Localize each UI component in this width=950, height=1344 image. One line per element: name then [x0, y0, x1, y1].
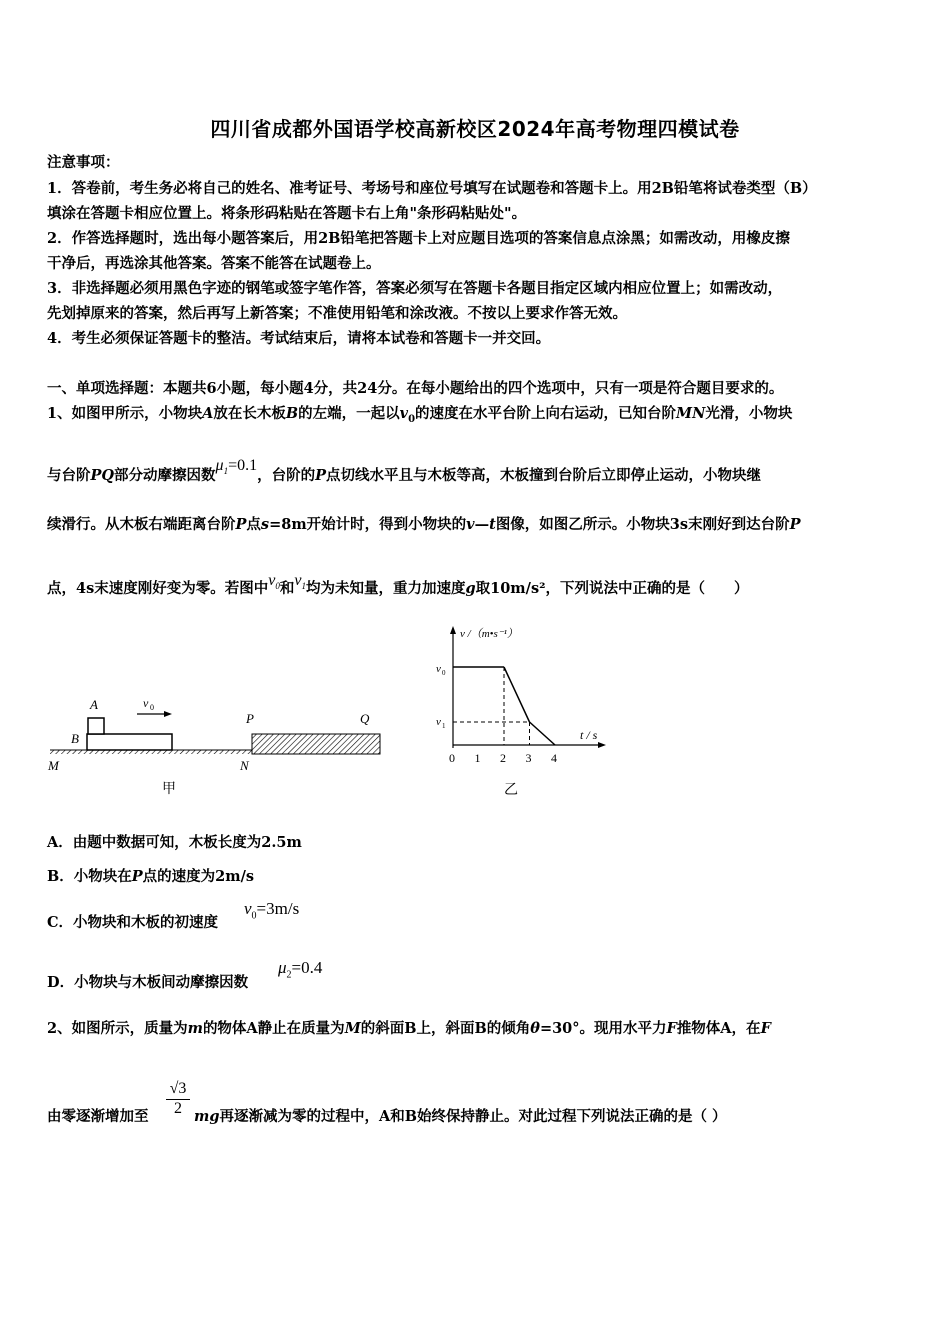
- x-tick-label: 1: [474, 751, 481, 765]
- label-n: N: [240, 758, 249, 773]
- option-d-formula: $\mu_2=0.4$: [278, 958, 323, 981]
- v0-label: v: [436, 663, 441, 675]
- x-axis-label: t / s: [580, 728, 598, 742]
- y-axis-arrow-icon: [450, 626, 456, 634]
- vt-series-segment: [504, 667, 530, 722]
- q1-option-a: A．由题中数据可知，木板长度为2.5m: [47, 834, 302, 851]
- label-v: v: [143, 696, 149, 710]
- fraction-denominator: 2: [174, 1100, 182, 1117]
- q1-line-3: 续滑行。从木板右端距离台阶P点s=8m开始计时，得到小物块的v—t图像，如图乙所示。小物块3s末刚好到达台阶P: [47, 516, 801, 533]
- caption-jia: 甲: [162, 782, 176, 797]
- v0-label-sub: 0: [442, 669, 446, 677]
- caption-yi: 乙: [504, 783, 518, 798]
- q1-option-d: D．小物块与木板间动摩擦因数: [47, 974, 249, 991]
- x-tick-label: 0: [449, 751, 455, 765]
- y-axis-label: v /（m•s⁻¹）: [460, 628, 518, 640]
- x-tick-labels: [449, 751, 557, 765]
- label-q: Q: [360, 711, 370, 726]
- q2-line-1: 2、如图所示，质量为m的物体A静止在质量为M的斜面B上，斜面B的倾角θ=30°。现用水平力F推物体A，在F: [47, 1020, 771, 1037]
- step-pq: [252, 734, 380, 754]
- notice-line: 1．答卷前，考生务必将自己的姓名、准考证号、考场号和座位号填写在试题卷和答题卡上。用2B铅笔将试卷类型（B）: [47, 180, 817, 197]
- figure-yi-vt-graph: [430, 618, 620, 800]
- q1-line-2: 与台阶PQ部分动摩擦因数$\mu_1=0.1$，台阶的P点切线水平且与木板等高，木板撞到台阶后立即停止运动，小物块继: [47, 457, 762, 484]
- x-tick-label: 2: [500, 751, 506, 765]
- q1-option-c: C．小物块和木板的初速度: [47, 914, 219, 931]
- label-v-sub: 0: [150, 703, 154, 712]
- notice-heading: 注意事项：: [47, 154, 120, 171]
- option-c-formula: $v_0=3m/s$: [244, 899, 300, 922]
- x-tick-label: 4: [551, 751, 557, 765]
- notice-line: 先划掉原来的答案，然后再写上新答案；不准使用铅笔和涂改液。不按以上要求作答无效。: [47, 305, 627, 322]
- notice-line: 4．考生必须保证答题卡的整洁。考试结束后，请将本试卷和答题卡一并交回。: [47, 330, 551, 347]
- notice-line: 填涂在答题卡相应位置上。将条形码粘贴在答题卡右上角"条形码粘贴处"。: [47, 205, 527, 222]
- x-axis-arrow-icon: [598, 742, 606, 748]
- label-b: B: [71, 731, 79, 746]
- v1-label-sub: 1: [442, 722, 446, 730]
- q1-option-b: B．小物块在P点的速度为2m/s: [47, 868, 255, 885]
- notice-line: 2．作答选择题时，选出每小题答案后，用2B铅笔把答题卡上对应题目选项的答案信息点涂黑；如需改动，用橡皮擦: [47, 230, 790, 247]
- vt-series-segment: [530, 722, 556, 745]
- label-a: A: [90, 697, 98, 712]
- q2-line-2-rest: mg再逐渐减为零的过程中，A和B始终保持静止。对此过程下列说法正确的是（ ）: [194, 1108, 727, 1125]
- q1-line-4: 点，4s末速度刚好变为零。若图中$v_0$和$v_1$均为未知量，重力加速度g取10m/s²，下列说法中正确的是（ ）: [47, 572, 749, 597]
- mu1-formula: $\mu_1=0.1$: [215, 457, 258, 477]
- q1-line-1: 1、如图甲所示，小物块A放在长木板B的左端，一起以$v_0$的速度在水平台阶上向右运动，已知台阶MN光滑，小物块: [47, 405, 793, 425]
- board-b: [87, 734, 172, 750]
- arrow-head-icon: [164, 711, 172, 717]
- block-a: [88, 718, 104, 734]
- notice-line: 干净后，再选涂其他答案。答案不能答在试题卷上。: [47, 255, 381, 272]
- v1-label: v: [436, 716, 441, 728]
- fraction-numerator: √3: [166, 1080, 190, 1100]
- figure-jia: [40, 690, 390, 800]
- page-title: 四川省成都外国语学校高新校区2024年高考物理四模试卷: [210, 117, 740, 141]
- q2-line-2: 由零逐渐增加至: [47, 1108, 149, 1125]
- label-m: M: [48, 758, 59, 773]
- x-tick-label: 3: [525, 751, 532, 765]
- fraction-sqrt3-over-2: [166, 1080, 190, 1118]
- vt-series-group: [453, 667, 555, 745]
- section-heading: 一、单项选择题：本题共6小题，每小题4分，共24分。在每小题给出的四个选项中，只有一项是符合题目要求的。: [47, 380, 784, 397]
- label-p: P: [246, 711, 254, 726]
- notice-line: 3．非选择题必须用黑色字迹的钢笔或签字笔作答，答案必须写在答题卡各题目指定区域内相应位置上；如需改动，: [47, 280, 783, 297]
- v1-symbol: $v_1$: [294, 572, 306, 592]
- v0-symbol: $v_0$: [268, 572, 280, 592]
